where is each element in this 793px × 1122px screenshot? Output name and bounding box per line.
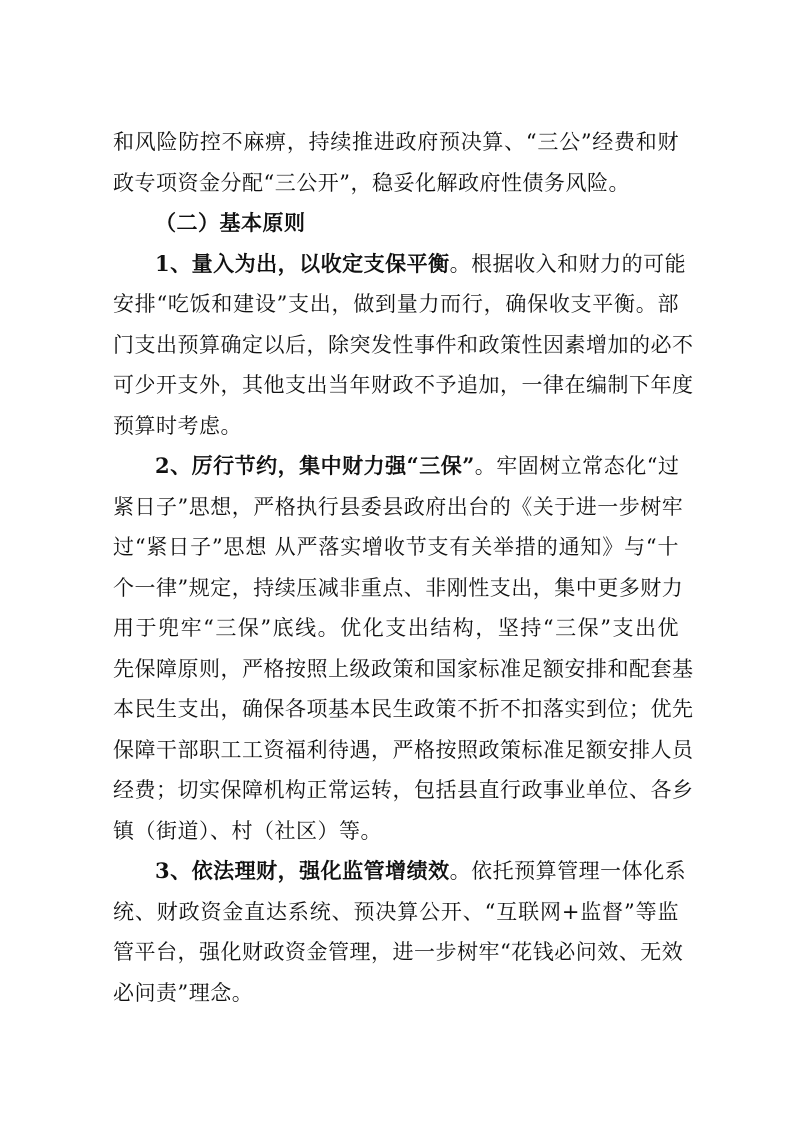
paragraph-principle-2	[113, 446, 694, 851]
text-line: 门支出预算确定以后，除突发性事件和政策性因素增加的必不	[113, 332, 694, 357]
principle-title: 3、依法理财，强化监管增绩效	[155, 858, 450, 883]
text-line: 和风险防控不麻痹，持续推进政府预决算、“三公”经费和财	[113, 130, 679, 154]
paragraph-principle-3	[113, 851, 687, 1013]
text-line	[113, 851, 687, 892]
document-page	[113, 122, 694, 1013]
principle-title: 2、厉行节约，集中财力强“三保”	[155, 453, 475, 478]
heading-text: （二）基本原则	[155, 210, 306, 235]
text-run: 。牢固树立常态化“过	[474, 454, 680, 478]
paragraph-continuation	[113, 122, 679, 203]
text-line: 必问责”理念。	[113, 980, 254, 1005]
text-line: 先保障原则，严格按照上级政策和国家标准足额安排和配套基	[113, 656, 694, 681]
text-line: 经费；切实保障机构正常运转，包括县直行政事业单位、各乡	[113, 778, 694, 802]
paragraph-principle-1	[113, 244, 694, 447]
principle-title: 1、量入为出，以收定支保平衡	[155, 250, 450, 276]
text-line: 过“紧日子”思想 从严落实增收节支有关举措的通知》与“十	[113, 535, 679, 559]
text-line	[113, 446, 679, 487]
text-line: 统、财政资金直达系统、预决算公开、“互联网+监督”等监	[113, 899, 679, 924]
text-line: 个一律”规定，持续压减非重点、非刚性支出，集中更多财力	[113, 575, 684, 600]
section-heading	[113, 203, 679, 244]
text-line: 可少开支外，其他支出当年财政不予追加，一律在编制下年度	[113, 373, 694, 397]
text-line: 保障干部职工工资福利待遇，严格按照政策标准足额安排人员	[113, 737, 694, 762]
text-line: 安排“吃饭和建设”支出，做到量力而行，确保收支平衡。部	[113, 292, 679, 316]
text-line	[113, 244, 687, 285]
text-line: 镇（街道）、村（社区）等。	[113, 818, 382, 843]
text-run: 。依托预算管理一体化系	[449, 859, 687, 883]
text-line: 用于兜牢“三保”底线。优化支出结构，坚持“三保”支出优	[113, 616, 679, 640]
text-line: 管平台，强化财政资金管理，进一步树牢“花钱必问效、无效	[113, 940, 684, 964]
text-line: 本民生支出，确保各项基本民生政策不折不扣落实到位；优先	[113, 697, 694, 721]
text-line: 政专项资金分配“三公开”，稳妥化解政府性债务风险。	[113, 170, 630, 195]
text-line: 紧日子”思想，严格执行县委县政府出台的《关于进一步树牢	[113, 494, 684, 519]
text-line: 预算时考虑。	[113, 413, 242, 438]
text-run: 。根据收入和财力的可能	[449, 251, 687, 276]
